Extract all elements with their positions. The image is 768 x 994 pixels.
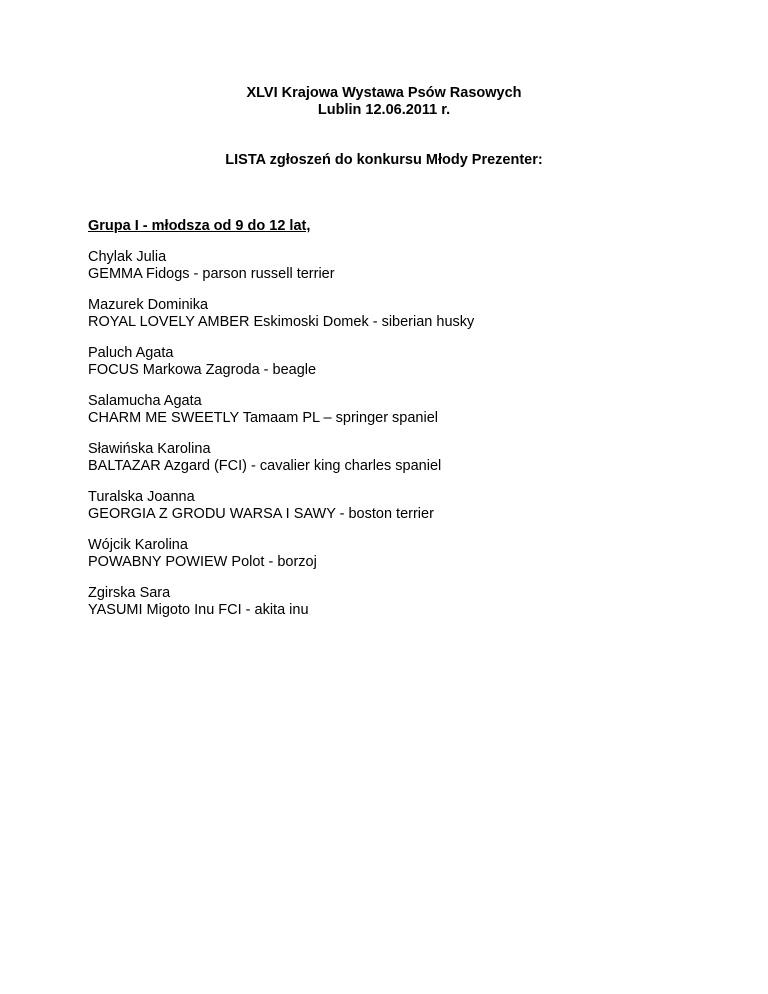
participant-name: Sławińska Karolina — [88, 441, 211, 457]
list-item — [88, 297, 708, 331]
participant-name: Zgirska Sara — [88, 585, 171, 601]
dog-name-breed: YASUMI Migoto Inu FCI - akita inu — [88, 602, 309, 618]
dog-name-breed: CHARM ME SWEETLY Tamaam PL – springer spaniel — [88, 410, 439, 426]
list-item — [88, 489, 708, 523]
list-item — [88, 537, 708, 571]
participant-name: Paluch Agata — [88, 345, 174, 361]
list-item — [88, 345, 708, 379]
participant-name: Salamucha Agata — [88, 393, 202, 409]
participant-name: Chylak Julia — [88, 249, 167, 265]
list-item — [88, 393, 708, 427]
dog-name-breed: ROYAL LOVELY AMBER Eskimoski Domek - siberian husky — [88, 314, 475, 330]
group-heading: Grupa I - młodsza od 9 do 12 lat, — [88, 218, 311, 234]
document-header — [0, 85, 768, 119]
entries-list — [88, 249, 708, 633]
participant-name: Turalska Joanna — [88, 489, 195, 505]
dog-name-breed: GEMMA Fidogs - parson russell terrier — [88, 266, 335, 282]
dog-name-breed: BALTAZAR Azgard (FCI) - cavalier king charles spaniel — [88, 458, 442, 474]
event-date-location: Lublin 12.06.2011 r. — [317, 102, 451, 118]
list-title: LISTA zgłoszeń do konkursu Młody Prezenter: — [225, 152, 543, 168]
list-item — [88, 441, 708, 475]
dog-name-breed: POWABNY POWIEW Polot - borzoj — [88, 554, 317, 570]
list-item — [88, 249, 708, 283]
list-item — [88, 585, 708, 619]
participant-name: Wójcik Karolina — [88, 537, 188, 553]
event-title: XLVI Krajowa Wystawa Psów Rasowych — [246, 85, 522, 101]
dog-name-breed: FOCUS Markowa Zagroda - beagle — [88, 362, 317, 378]
dog-name-breed: GEORGIA Z GRODU WARSA I SAWY - boston terrier — [88, 506, 434, 522]
participant-name: Mazurek Dominika — [88, 297, 209, 313]
